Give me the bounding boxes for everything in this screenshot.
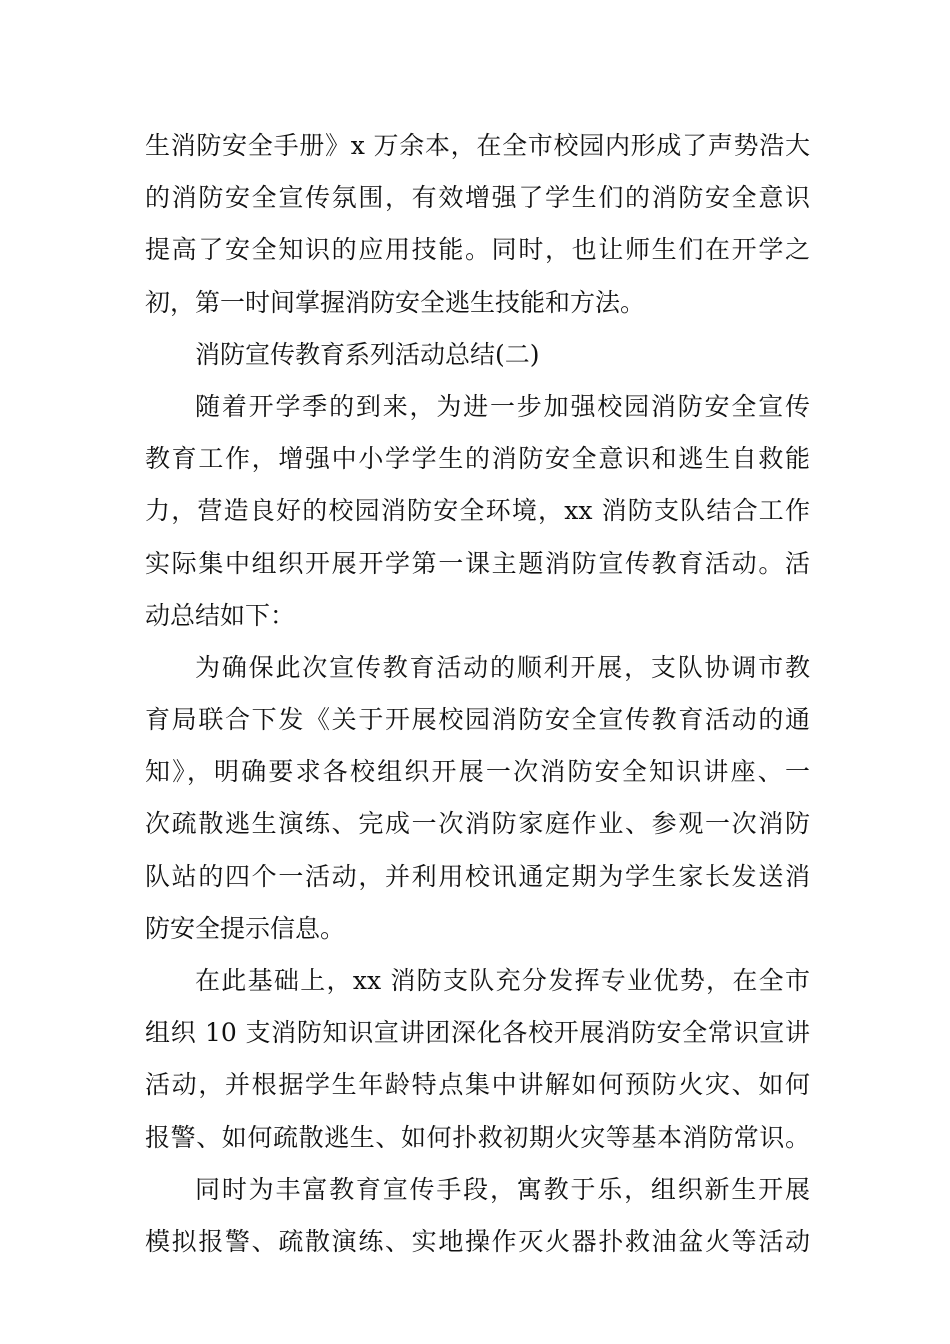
document-body — [145, 120, 810, 1268]
text-line: 实际集中组织开展开学第一课主题消防宣传教育活动。活 — [145, 548, 810, 578]
text-line: 生消防安全手册》x 万余本，在全市校园内形成了声势浩大 — [145, 131, 810, 160]
text-line: 次疏散逃生演练、完成一次消防家庭作业、参观一次消防 — [145, 809, 810, 839]
text-line: 为确保此次宣传教育活动的顺利开展，支队协调市教 — [195, 652, 810, 682]
text-line: 初，第一时间掌握消防安全逃生技能和方法。 — [145, 287, 646, 317]
text-line: 同时为丰富教育宣传手段，寓教于乐，组织新生开展 — [195, 1174, 810, 1204]
text-line: 组织 10 支消防知识宣讲团深化各校开展消防安全常识宣讲 — [145, 1018, 810, 1048]
text-line: 模拟报警、疏散演练、实地操作灭火器扑救油盆火等活动 — [145, 1226, 810, 1256]
text-line: 在此基础上，xx 消防支队充分发挥专业优势，在全市 — [195, 966, 810, 995]
text-line: 知》，明确要求各校组织开展一次消防安全知识讲座、一 — [145, 757, 810, 787]
text-line: 动总结如下： — [145, 600, 296, 630]
section-heading: 消防宣传教育系列活动总结(二) — [195, 339, 540, 369]
text-line: 力，营造良好的校园消防安全环境，xx 消防支队结合工作 — [145, 496, 810, 526]
text-line: 提高了安全知识的应用技能。同时，也让师生们在开学之 — [145, 235, 810, 265]
text-line: 的消防安全宣传氛围，有效增强了学生们的消防安全意识 — [145, 183, 810, 213]
text-line: 随着开学季的到来，为进一步加强校园消防安全宣传 — [195, 391, 810, 421]
text-line: 报警、如何疏散逃生、如何扑救初期火灾等基本消防常识。 — [145, 1122, 810, 1152]
text-line: 防安全提示信息。 — [145, 913, 346, 943]
text-line: 活动，并根据学生年龄特点集中讲解如何预防火灾、如何 — [145, 1070, 810, 1100]
text-line: 队站的四个一活动，并利用校讯通定期为学生家长发送消 — [145, 861, 810, 891]
text-line: 教育工作，增强中小学学生的消防安全意识和逃生自救能 — [145, 444, 810, 474]
text-line: 育局联合下发《关于开展校园消防安全宣传教育活动的通 — [145, 705, 810, 735]
